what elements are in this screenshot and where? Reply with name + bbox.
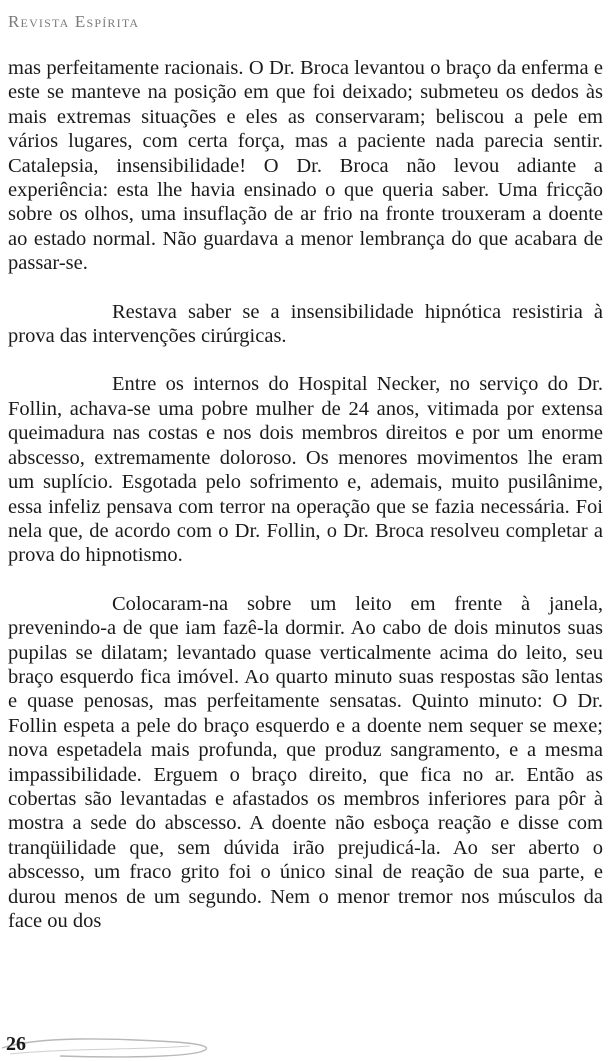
paragraph-2: Restava saber se a insensibilidade hipnótica resistiria à prova das intervenções cirúrgicas.	[8, 300, 603, 348]
paragraph-4: Colocaram-na sobre um leito em frente à janela, prevenindo-a de que iam fazê-la dormir. Ao cabo de dois minutos suas pupilas se dilatam; levantado quase verticalmente acima do leito, seu braço esquerdo fica imóvel. Ao quarto minuto suas respostas são lentas e quase penosas, mas perfeitamente sensatas. Quinto minuto: O Dr. Follin espeta a pele do braço esquerdo e a doente nem sequer se mexe; nova espetadela mais profunda, que produz sangramento, e a mesma impassibilidade. Erguem o braço direito, que fica no ar. Então as cobertas são levantadas e afastados os membros inferiores para pôr à mostra a sede do abscesso. A doente não esboça reação e disse com tranqüilidade que, sem dúvida irão prejudicá-la. Ao ser aberto o abscesso, um fraco grito foi o único sinal de reação de sua parte, e durou menos de um segundo. Nem o menor tremor nos músculos da face ou dos	[8, 592, 603, 932]
paragraph-1: mas perfeitamente racionais. O Dr. Broca levantou o braço da enferma e este se manteve na posição em que foi deixado; submeteu os dedos às mais extremas situações e eles as conservaram; beliscou a pele em vários lugares, com certa força, mas a paciente nada parecia sentir. Catalepsia, insensibilidade! O Dr. Broca não levou adiante a experiência: esta lhe havia ensinado o que queria saber. Uma fricção sobre os olhos, uma insuflação de ar frio na fronte trouxeram a doente ao estado normal. Não guardava a menor lembrança do que acabara de passar-se.	[8, 57, 603, 275]
paragraph-3: Entre os internos do Hospital Necker, no serviço do Dr. Follin, achava-se uma pobre mulher de 24 anos, vitimada por extensa queimadura nas costas e nos dois membros direitos e por um enorme abscesso, extremamente doloroso. Os menores movimentos lhe eram um suplício. Esgotada pelo sofrimento e, ademais, muito pusilânime, essa infeliz pensava com terror na operação que se fazia necessária. Foi nela que, de acordo com o Dr. Follin, o Dr. Broca resolveu completar a prova do hipnotismo.	[8, 373, 603, 567]
running-header: Revista Espírita	[8, 12, 140, 31]
page-ornament-swoosh	[0, 1028, 240, 1061]
page-number: 26	[6, 1033, 26, 1055]
body-text	[8, 56, 603, 957]
